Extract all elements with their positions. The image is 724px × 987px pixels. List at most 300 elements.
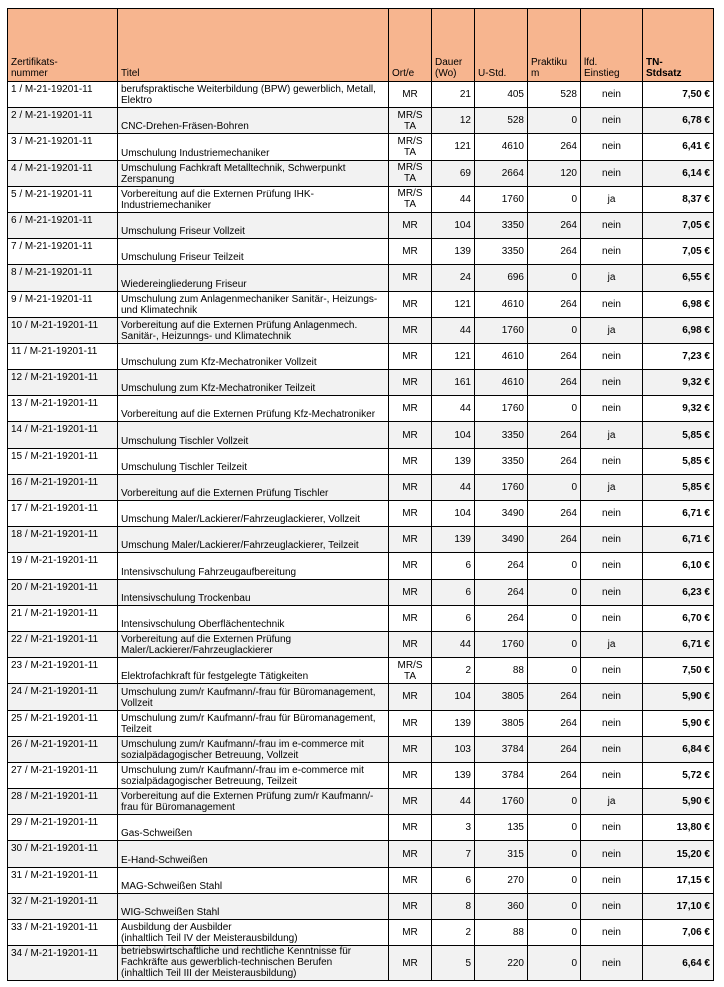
cell-ustd: 3350 — [475, 239, 528, 265]
cell-ustd: 4610 — [475, 370, 528, 396]
cell-tn-stdsatz: 6,78 € — [643, 108, 714, 134]
cell-einstieg: nein — [581, 579, 643, 605]
cell-dauer: 161 — [432, 370, 475, 396]
cell-zertifikatsnummer: 34 / M-21-19201-11 — [8, 946, 118, 981]
cell-einstieg: nein — [581, 920, 643, 946]
table-row — [8, 946, 714, 981]
cell-einstieg: nein — [581, 553, 643, 579]
cell-titel: Ausbildung der Ausbilder (inhaltlich Teil IV der Meisterausbildung) — [118, 920, 389, 946]
cell-dauer: 12 — [432, 108, 475, 134]
cell-einstieg: nein — [581, 448, 643, 474]
table-body — [8, 82, 714, 981]
cell-einstieg: nein — [581, 239, 643, 265]
table-row — [8, 212, 714, 238]
cell-ustd: 1760 — [475, 396, 528, 422]
cell-dauer: 139 — [432, 448, 475, 474]
cell-praktikum: 0 — [528, 317, 581, 343]
cell-titel: Intensivschulung Oberflächentechnik — [118, 605, 389, 631]
cell-tn-stdsatz: 7,05 € — [643, 212, 714, 238]
cell-praktikum: 0 — [528, 553, 581, 579]
cell-einstieg: nein — [581, 160, 643, 186]
header-dauer: Dauer (Wo) — [432, 9, 475, 82]
cell-dauer: 139 — [432, 710, 475, 736]
cell-zertifikatsnummer: 29 / M-21-19201-11 — [8, 815, 118, 841]
cell-ustd: 88 — [475, 920, 528, 946]
cell-titel: Vorbereitung auf die Externen Prüfung Maler/Lackierer/Fahrzeuglackierer — [118, 631, 389, 657]
cell-dauer: 6 — [432, 579, 475, 605]
cell-zertifikatsnummer: 26 / M-21-19201-11 — [8, 736, 118, 762]
cell-praktikum: 264 — [528, 239, 581, 265]
cell-orte: MR — [389, 422, 432, 448]
cell-ustd: 4610 — [475, 291, 528, 317]
cell-dauer: 44 — [432, 317, 475, 343]
cell-einstieg: ja — [581, 631, 643, 657]
table-row — [8, 108, 714, 134]
header-zertifikatsnummer: Zertifikats- nummer — [8, 9, 118, 82]
cell-einstieg: nein — [581, 841, 643, 867]
cell-orte: MR — [389, 684, 432, 710]
table-row — [8, 553, 714, 579]
cell-orte: MR — [389, 553, 432, 579]
cell-orte: MR — [389, 710, 432, 736]
cell-ustd: 4610 — [475, 343, 528, 369]
cell-orte: MR — [389, 317, 432, 343]
table-row — [8, 265, 714, 291]
cell-titel: Intensivschulung Fahrzeugaufbereitung — [118, 553, 389, 579]
cell-ustd: 220 — [475, 946, 528, 981]
cell-praktikum: 264 — [528, 134, 581, 160]
table-row — [8, 736, 714, 762]
cell-titel: Vorbereitung auf die Externen Prüfung Kfz-Mechatroniker — [118, 396, 389, 422]
cell-einstieg: nein — [581, 867, 643, 893]
cell-dauer: 139 — [432, 239, 475, 265]
cell-dauer: 69 — [432, 160, 475, 186]
header-titel: Titel — [118, 9, 389, 82]
cell-praktikum: 264 — [528, 370, 581, 396]
cell-titel: Umschulung zum/r Kaufmann/-frau im e-commerce mit sozialpädagogischer Betreuung, Vollzeit — [118, 736, 389, 762]
cell-praktikum: 528 — [528, 82, 581, 108]
cell-dauer: 5 — [432, 946, 475, 981]
cell-dauer: 6 — [432, 605, 475, 631]
cell-dauer: 121 — [432, 291, 475, 317]
cell-zertifikatsnummer: 7 / M-21-19201-11 — [8, 239, 118, 265]
table-row — [8, 605, 714, 631]
cell-tn-stdsatz: 7,50 € — [643, 82, 714, 108]
cell-ustd: 1760 — [475, 631, 528, 657]
cell-ustd: 360 — [475, 893, 528, 919]
cell-dauer: 104 — [432, 501, 475, 527]
cell-einstieg: nein — [581, 501, 643, 527]
cell-zertifikatsnummer: 10 / M-21-19201-11 — [8, 317, 118, 343]
cell-zertifikatsnummer: 23 / M-21-19201-11 — [8, 658, 118, 684]
cell-orte: MR — [389, 815, 432, 841]
cell-titel: E-Hand-Schweißen — [118, 841, 389, 867]
cell-titel: Umschulung Friseur Teilzeit — [118, 239, 389, 265]
header-praktikum: Praktiku m — [528, 9, 581, 82]
cell-praktikum: 264 — [528, 710, 581, 736]
cell-dauer: 2 — [432, 920, 475, 946]
cell-orte: MR — [389, 736, 432, 762]
cell-tn-stdsatz: 5,90 € — [643, 684, 714, 710]
cell-ustd: 264 — [475, 553, 528, 579]
table-row — [8, 631, 714, 657]
cell-ustd: 264 — [475, 579, 528, 605]
cell-dauer: 139 — [432, 762, 475, 788]
cell-titel: Vorbereitung auf die Externen Prüfung Anlagenmech. Sanitär-, Heizunngs- und Klimatechnik — [118, 317, 389, 343]
cell-zertifikatsnummer: 13 / M-21-19201-11 — [8, 396, 118, 422]
cell-zertifikatsnummer: 6 / M-21-19201-11 — [8, 212, 118, 238]
cell-orte: MR — [389, 579, 432, 605]
cell-titel: Gas-Schweißen — [118, 815, 389, 841]
cell-ustd: 1760 — [475, 789, 528, 815]
table-row — [8, 317, 714, 343]
cell-orte: MR — [389, 893, 432, 919]
cell-zertifikatsnummer: 11 / M-21-19201-11 — [8, 343, 118, 369]
cell-ustd: 3805 — [475, 684, 528, 710]
cell-ustd: 3784 — [475, 736, 528, 762]
cell-ustd: 88 — [475, 658, 528, 684]
cell-zertifikatsnummer: 12 / M-21-19201-11 — [8, 370, 118, 396]
cell-praktikum: 0 — [528, 579, 581, 605]
table-row — [8, 501, 714, 527]
cell-zertifikatsnummer: 27 / M-21-19201-11 — [8, 762, 118, 788]
cell-titel: Elektrofachkraft für festgelegte Tätigkeiten — [118, 658, 389, 684]
cell-dauer: 6 — [432, 867, 475, 893]
cell-tn-stdsatz: 6,41 € — [643, 134, 714, 160]
cell-titel: Umschulung Friseur Vollzeit — [118, 212, 389, 238]
cell-einstieg: ja — [581, 317, 643, 343]
cell-dauer: 8 — [432, 893, 475, 919]
cell-titel: Umschulung zum/r Kaufmann/-frau im e-commerce mit sozialpädagogischer Betreuung, Teilzeit — [118, 762, 389, 788]
cell-orte: MR — [389, 841, 432, 867]
cell-tn-stdsatz: 6,98 € — [643, 317, 714, 343]
cell-einstieg: nein — [581, 710, 643, 736]
header-ustd: U-Std. — [475, 9, 528, 82]
cell-praktikum: 264 — [528, 736, 581, 762]
table-row — [8, 291, 714, 317]
cell-tn-stdsatz: 6,71 € — [643, 527, 714, 553]
cell-dauer: 104 — [432, 212, 475, 238]
cell-orte: MR — [389, 396, 432, 422]
cell-praktikum: 264 — [528, 291, 581, 317]
table-row — [8, 82, 714, 108]
cell-dauer: 44 — [432, 789, 475, 815]
cell-einstieg: nein — [581, 108, 643, 134]
table-row — [8, 448, 714, 474]
certificate-table — [7, 8, 714, 981]
cell-titel: Vorbereitung auf die Externen Prüfung IHK-Industriemechaniker — [118, 186, 389, 212]
cell-orte: MR — [389, 946, 432, 981]
cell-tn-stdsatz: 8,37 € — [643, 186, 714, 212]
cell-ustd: 3490 — [475, 527, 528, 553]
cell-zertifikatsnummer: 31 / M-21-19201-11 — [8, 867, 118, 893]
cell-dauer: 7 — [432, 841, 475, 867]
cell-zertifikatsnummer: 32 / M-21-19201-11 — [8, 893, 118, 919]
cell-einstieg: nein — [581, 815, 643, 841]
cell-tn-stdsatz: 15,20 € — [643, 841, 714, 867]
cell-orte: MR/S TA — [389, 186, 432, 212]
cell-tn-stdsatz: 5,72 € — [643, 762, 714, 788]
cell-dauer: 139 — [432, 527, 475, 553]
cell-orte: MR — [389, 867, 432, 893]
cell-praktikum: 0 — [528, 789, 581, 815]
cell-titel: Umschung Maler/Lackierer/Fahrzeuglackierer, Vollzeit — [118, 501, 389, 527]
cell-orte: MR — [389, 789, 432, 815]
cell-ustd: 264 — [475, 605, 528, 631]
cell-einstieg: nein — [581, 527, 643, 553]
cell-zertifikatsnummer: 2 / M-21-19201-11 — [8, 108, 118, 134]
cell-titel: Umschulung zum Anlagenmechaniker Sanitär-, Heizungs- und Klimatechnik — [118, 291, 389, 317]
header-einstieg: lfd. Einstieg — [581, 9, 643, 82]
cell-ustd: 3350 — [475, 448, 528, 474]
cell-tn-stdsatz: 7,05 € — [643, 239, 714, 265]
cell-einstieg: ja — [581, 789, 643, 815]
cell-praktikum: 0 — [528, 396, 581, 422]
table-row — [8, 841, 714, 867]
cell-zertifikatsnummer: 28 / M-21-19201-11 — [8, 789, 118, 815]
cell-einstieg: ja — [581, 186, 643, 212]
cell-zertifikatsnummer: 25 / M-21-19201-11 — [8, 710, 118, 736]
cell-dauer: 24 — [432, 265, 475, 291]
cell-tn-stdsatz: 6,64 € — [643, 946, 714, 981]
cell-orte: MR — [389, 762, 432, 788]
table-row — [8, 160, 714, 186]
cell-dauer: 44 — [432, 396, 475, 422]
cell-einstieg: nein — [581, 291, 643, 317]
cell-praktikum: 0 — [528, 946, 581, 981]
cell-tn-stdsatz: 6,98 € — [643, 291, 714, 317]
cell-orte: MR/S TA — [389, 160, 432, 186]
cell-tn-stdsatz: 6,71 € — [643, 631, 714, 657]
cell-zertifikatsnummer: 20 / M-21-19201-11 — [8, 579, 118, 605]
header-tn-stdsatz: TN- Stdsatz — [643, 9, 714, 82]
cell-titel: Umschulung zum Kfz-Mechatroniker Teilzeit — [118, 370, 389, 396]
cell-praktikum: 0 — [528, 893, 581, 919]
cell-einstieg: nein — [581, 343, 643, 369]
cell-dauer: 44 — [432, 186, 475, 212]
cell-orte: MR — [389, 448, 432, 474]
cell-titel: Umschulung zum Kfz-Mechatroniker Vollzeit — [118, 343, 389, 369]
cell-dauer: 6 — [432, 553, 475, 579]
cell-titel: MAG-Schweißen Stahl — [118, 867, 389, 893]
cell-orte: MR — [389, 291, 432, 317]
cell-orte: MR/S TA — [389, 108, 432, 134]
cell-tn-stdsatz: 9,32 € — [643, 396, 714, 422]
table-row — [8, 762, 714, 788]
cell-titel: Umschulung Fachkraft Metalltechnik, Schwerpunkt Zerspanung — [118, 160, 389, 186]
table-row — [8, 815, 714, 841]
cell-einstieg: ja — [581, 265, 643, 291]
table-row — [8, 343, 714, 369]
cell-tn-stdsatz: 5,85 € — [643, 448, 714, 474]
table-row — [8, 658, 714, 684]
cell-dauer: 121 — [432, 343, 475, 369]
cell-orte: MR/S TA — [389, 134, 432, 160]
cell-einstieg: nein — [581, 82, 643, 108]
cell-titel: berufspraktische Weiterbildung (BPW) gewerblich, Metall, Elektro — [118, 82, 389, 108]
cell-titel: CNC-Drehen-Fräsen-Bohren — [118, 108, 389, 134]
cell-praktikum: 0 — [528, 815, 581, 841]
cell-zertifikatsnummer: 33 / M-21-19201-11 — [8, 920, 118, 946]
cell-ustd: 3350 — [475, 422, 528, 448]
cell-tn-stdsatz: 9,32 € — [643, 370, 714, 396]
cell-einstieg: nein — [581, 762, 643, 788]
table-row — [8, 920, 714, 946]
cell-praktikum: 264 — [528, 501, 581, 527]
cell-titel: Vorbereitung auf die Externen Prüfung Tischler — [118, 474, 389, 500]
cell-tn-stdsatz: 5,85 € — [643, 474, 714, 500]
cell-zertifikatsnummer: 22 / M-21-19201-11 — [8, 631, 118, 657]
cell-praktikum: 0 — [528, 186, 581, 212]
cell-zertifikatsnummer: 18 / M-21-19201-11 — [8, 527, 118, 553]
header-orte: Ort/e — [389, 9, 432, 82]
cell-tn-stdsatz: 6,55 € — [643, 265, 714, 291]
cell-titel: betriebswirtschaftliche und rechtliche Kenntnisse für Fachkräfte aus gewerblich-technischen Berufen (inhaltlich Teil III der Meisterausbildung) — [118, 946, 389, 981]
table-row — [8, 239, 714, 265]
cell-praktikum: 0 — [528, 867, 581, 893]
cell-dauer: 2 — [432, 658, 475, 684]
cell-tn-stdsatz: 6,14 € — [643, 160, 714, 186]
cell-tn-stdsatz: 17,10 € — [643, 893, 714, 919]
cell-titel: Umschung Maler/Lackierer/Fahrzeuglackierer, Teilzeit — [118, 527, 389, 553]
cell-dauer: 44 — [432, 631, 475, 657]
cell-ustd: 1760 — [475, 317, 528, 343]
cell-praktikum: 264 — [528, 212, 581, 238]
cell-ustd: 528 — [475, 108, 528, 134]
cell-dauer: 121 — [432, 134, 475, 160]
cell-titel: Umschulung Industriemechaniker — [118, 134, 389, 160]
table-row — [8, 710, 714, 736]
cell-orte: MR — [389, 239, 432, 265]
cell-einstieg: nein — [581, 370, 643, 396]
cell-zertifikatsnummer: 24 / M-21-19201-11 — [8, 684, 118, 710]
cell-ustd: 3784 — [475, 762, 528, 788]
cell-einstieg: nein — [581, 946, 643, 981]
cell-orte: MR/S TA — [389, 658, 432, 684]
cell-praktikum: 264 — [528, 343, 581, 369]
cell-tn-stdsatz: 6,71 € — [643, 501, 714, 527]
cell-orte: MR — [389, 920, 432, 946]
cell-zertifikatsnummer: 15 / M-21-19201-11 — [8, 448, 118, 474]
cell-dauer: 103 — [432, 736, 475, 762]
cell-einstieg: nein — [581, 396, 643, 422]
cell-tn-stdsatz: 7,23 € — [643, 343, 714, 369]
cell-tn-stdsatz: 17,15 € — [643, 867, 714, 893]
table-row — [8, 186, 714, 212]
cell-praktikum: 264 — [528, 422, 581, 448]
cell-zertifikatsnummer: 4 / M-21-19201-11 — [8, 160, 118, 186]
cell-einstieg: ja — [581, 474, 643, 500]
cell-orte: MR — [389, 474, 432, 500]
cell-zertifikatsnummer: 17 / M-21-19201-11 — [8, 501, 118, 527]
cell-zertifikatsnummer: 16 / M-21-19201-11 — [8, 474, 118, 500]
cell-dauer: 104 — [432, 684, 475, 710]
cell-titel: Umschulung zum/r Kaufmann/-frau für Büromanagement, Teilzeit — [118, 710, 389, 736]
table-row — [8, 134, 714, 160]
cell-orte: MR — [389, 605, 432, 631]
cell-ustd: 696 — [475, 265, 528, 291]
cell-zertifikatsnummer: 9 / M-21-19201-11 — [8, 291, 118, 317]
cell-tn-stdsatz: 6,84 € — [643, 736, 714, 762]
cell-orte: MR — [389, 631, 432, 657]
cell-ustd: 135 — [475, 815, 528, 841]
table-row — [8, 370, 714, 396]
cell-dauer: 104 — [432, 422, 475, 448]
cell-tn-stdsatz: 6,70 € — [643, 605, 714, 631]
cell-einstieg: nein — [581, 684, 643, 710]
cell-einstieg: nein — [581, 605, 643, 631]
cell-tn-stdsatz: 13,80 € — [643, 815, 714, 841]
cell-orte: MR — [389, 501, 432, 527]
cell-zertifikatsnummer: 19 / M-21-19201-11 — [8, 553, 118, 579]
table-row — [8, 789, 714, 815]
cell-praktikum: 0 — [528, 920, 581, 946]
cell-titel: Umschulung Tischler Teilzeit — [118, 448, 389, 474]
cell-titel: Umschulung zum/r Kaufmann/-frau für Büromanagement, Vollzeit — [118, 684, 389, 710]
cell-tn-stdsatz: 5,90 € — [643, 789, 714, 815]
cell-tn-stdsatz: 7,06 € — [643, 920, 714, 946]
cell-praktikum: 0 — [528, 605, 581, 631]
cell-orte: MR — [389, 212, 432, 238]
table-row — [8, 893, 714, 919]
cell-praktikum: 0 — [528, 265, 581, 291]
cell-ustd: 2664 — [475, 160, 528, 186]
cell-praktikum: 264 — [528, 762, 581, 788]
cell-praktikum: 264 — [528, 527, 581, 553]
cell-orte: MR — [389, 370, 432, 396]
cell-praktikum: 0 — [528, 631, 581, 657]
cell-einstieg: ja — [581, 422, 643, 448]
cell-zertifikatsnummer: 14 / M-21-19201-11 — [8, 422, 118, 448]
cell-ustd: 3805 — [475, 710, 528, 736]
cell-titel: WIG-Schweißen Stahl — [118, 893, 389, 919]
cell-zertifikatsnummer: 1 / M-21-19201-11 — [8, 82, 118, 108]
cell-titel: Vorbereitung auf die Externen Prüfung zum/r Kaufmann/-frau für Büromanagement — [118, 789, 389, 815]
cell-einstieg: nein — [581, 134, 643, 160]
cell-einstieg: nein — [581, 658, 643, 684]
cell-einstieg: nein — [581, 893, 643, 919]
table-row — [8, 422, 714, 448]
cell-praktikum: 264 — [528, 448, 581, 474]
cell-tn-stdsatz: 7,50 € — [643, 658, 714, 684]
cell-titel: Wiedereingliederung Friseur — [118, 265, 389, 291]
cell-ustd: 3350 — [475, 212, 528, 238]
cell-ustd: 4610 — [475, 134, 528, 160]
cell-ustd: 1760 — [475, 186, 528, 212]
cell-orte: MR — [389, 343, 432, 369]
cell-orte: MR — [389, 82, 432, 108]
cell-tn-stdsatz: 5,85 € — [643, 422, 714, 448]
cell-tn-stdsatz: 6,23 € — [643, 579, 714, 605]
cell-zertifikatsnummer: 3 / M-21-19201-11 — [8, 134, 118, 160]
cell-einstieg: nein — [581, 212, 643, 238]
cell-zertifikatsnummer: 30 / M-21-19201-11 — [8, 841, 118, 867]
cell-titel: Intensivschulung Trockenbau — [118, 579, 389, 605]
table-row — [8, 396, 714, 422]
cell-praktikum: 0 — [528, 108, 581, 134]
cell-titel: Umschulung Tischler Vollzeit — [118, 422, 389, 448]
cell-orte: MR — [389, 265, 432, 291]
table-row — [8, 527, 714, 553]
cell-ustd: 405 — [475, 82, 528, 108]
table-row — [8, 579, 714, 605]
cell-praktikum: 0 — [528, 841, 581, 867]
cell-dauer: 44 — [432, 474, 475, 500]
cell-ustd: 3490 — [475, 501, 528, 527]
table-row — [8, 474, 714, 500]
cell-ustd: 315 — [475, 841, 528, 867]
cell-zertifikatsnummer: 8 / M-21-19201-11 — [8, 265, 118, 291]
